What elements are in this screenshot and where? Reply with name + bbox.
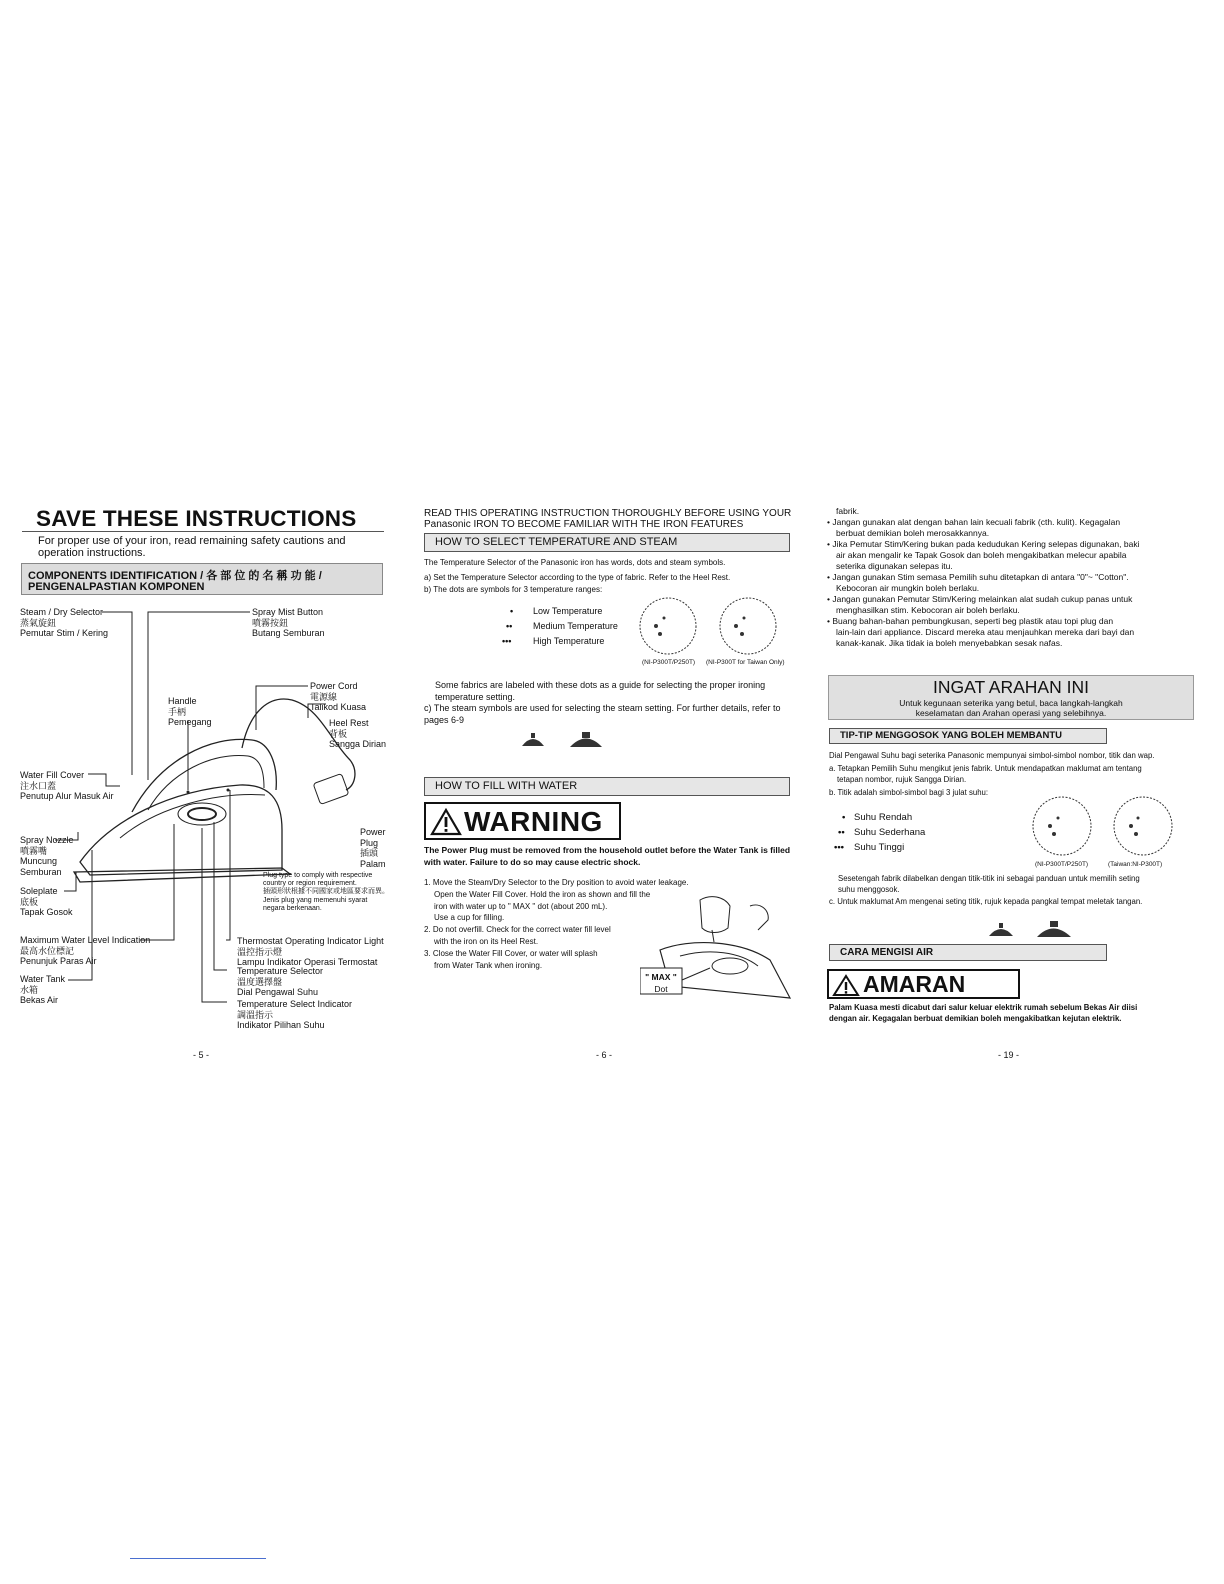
label-water-fill-cover: Water Fill Cover 注水口蓋 Penutup Alur Masuk Air <box>20 770 114 801</box>
fill-steps: 1. Move the Steam/Dry Selector to the Dry position to avoid water leakage. Open the Water Fill Cover. Hold the iron as shown and fill the iron with water up to " MAX " dot (about 200 mL). Use a cup for filling. 2. Do not overfill. Check for the correct water fill level with the iron on its Heel Rest. 3. Close the Water Fill Cover, or water will splash from Water Tank when ironing. <box>424 878 689 970</box>
label-temperature-selector: Temperature Selector 溫度選擇盤 Dial Pengawal Suhu <box>237 966 324 997</box>
label-handle: Handle 手柄 Pemegang <box>168 696 212 727</box>
temperature-dials <box>638 596 793 656</box>
label-max-water-level: Maximum Water Level Indication 最高水位標記 Penunjuk Paras Air <box>20 935 151 966</box>
label-heel-rest: Heel Rest 背板 Sangga Dirian <box>329 718 387 749</box>
temp-medium: •• Medium Temperature <box>506 621 618 631</box>
page-number-right: - 19 - <box>998 1050 1020 1060</box>
max-dot-label: Dot <box>654 984 668 994</box>
amaran-box <box>827 969 1020 999</box>
max-label: " MAX " <box>645 972 677 982</box>
tip-c: c. Untuk maklumat Am mengenai seting titik, rujuk kepada pangkal tempat meletak tangan. <box>829 897 1143 906</box>
subtitle: For proper use of your iron, read remaining safety cautions and operation instructions. <box>38 535 346 559</box>
tip-paragraphs: Dial Pengawal Suhu bagi seterika Panasonic mempunyai simbol-simbol nombor, titik dan wap. a. Tetapkan Pemilih Suhu mengikut jenis fabrik. Untuk mendapatkan maklumat am tentang tetapan nombor, rujuk Sangga Dirian. b. Titik adalah simbol-simbol bagi 3 julat suhu: <box>829 751 1155 797</box>
tip-heading: TIP-TIP MENGGOSOK YANG BOLEH MEMBANTU <box>829 728 1107 744</box>
temp-steam-heading: HOW TO SELECT TEMPERATURE AND STEAM <box>424 533 790 552</box>
label-spray-mist: Spray Mist Button 噴霧按鈕 Butang Semburan <box>252 607 325 638</box>
iron-diagram <box>20 600 390 1020</box>
dial-caption-1: (NI-P300T/P250T) <box>642 659 696 666</box>
ingat-arahan-box <box>828 675 1194 720</box>
components-heading-line1: COMPONENTS IDENTIFICATION / 各 部 位 的 名 稱 功 能 / <box>28 570 322 582</box>
page-number-middle: - 6 - <box>596 1050 613 1060</box>
label-power-plug: Power Plug 插頭 Palam <box>360 827 386 869</box>
suhu-fabric-note: Sesetengah fabrik dilabelkan dengan titik-titik ini sebagai panduan untuk memilih seting suhu menggosok. <box>838 874 1140 894</box>
steam-symbols <box>518 730 608 752</box>
page-number-left: - 5 - <box>193 1050 210 1060</box>
amaran-text: Palam Kuasa mesti dicabut dari salur keluar elektrik rumah sebelum Bekas Air diisi dengan air. Kegagalan berbuat demikian boleh mengakibatkan kejutan elektrik. <box>829 1003 1138 1023</box>
fill-water-heading: HOW TO FILL WITH WATER <box>424 777 790 796</box>
dial-caption-2: (NI-P300T for Taiwan Only) <box>706 659 785 666</box>
suhu-tinggi: ••• Suhu Tinggi <box>834 842 905 853</box>
title-divider <box>22 531 384 532</box>
label-water-tank: Water Tank 水箱 Bekas Air <box>20 974 66 1005</box>
temp-low: • Low Temperature <box>510 606 603 616</box>
label-plug-note: Plug type to comply with respective country or region requirement. 插頭形狀根據不同國家或地區要求而異。 Jenis plug yang memenuhi syarat negara berkenaan. <box>263 872 389 912</box>
fabric-note: Some fabrics are labeled with these dots as a guide for selecting the proper ironing temperature setting. <box>435 680 766 702</box>
right-steam-symbols <box>985 918 1080 942</box>
warning-box <box>424 802 621 840</box>
temp-high: ••• High Temperature <box>502 636 605 646</box>
label-power-cord: Power Cord 電源線 Talikod Kuasa <box>310 681 367 712</box>
steam-note: c) The steam symbols are used for selecting the steam setting. For further details, refer to pages 6-9 <box>424 703 781 725</box>
page-title: SAVE THESE INSTRUCTIONS <box>36 506 357 531</box>
components-heading-line2: PENGENALPASTIAN KOMPONEN <box>28 581 205 593</box>
label-steam-dry: Steam / Dry Selector 蒸氣旋鈕 Pemutar Stim / Kering <box>20 607 109 638</box>
suhu-rendah: • Suhu Rendah <box>842 812 913 823</box>
ingat-title: INGAT ARAHAN INI <box>933 677 1089 697</box>
right-top-notes: fabrik. • Jangan gunakan alat dengan bahan lain kecuali fabrik (cth. kulit). Kegagalan berbuat demikian boleh merosakkannya. • Jika Pemutar Stim/Kering bukan pada kedudukan Kering selepas digunakan, baki air akan mengalir ke Tapak Gosok dan boleh mengakibatkan melecur apabila seterika digunakan selepas itu. • Jangan gunakan Stim semasa Pemilih suhu ditetapkan di antara "0"~ "Cotton". Kebocoran air mungkin boleh berlaku. • Jangan gunakan Pemutar Stim/Kering melainkan alat sudah cukup panas untuk menghasilkan stim. Kebocoran air boleh berlaku. • Buang bahan-bahan pembungkusan, seperti beg plastik atau topi plug dan lain-lain dari appliance. Discard mereka atau menjauhkan mereka dari bayi dan kanak-kanak. Jika tidak ia boleh menyebabkan sesak nafas. <box>827 506 1140 648</box>
cara-mengisi-heading: CARA MENGISI AIR <box>829 944 1107 961</box>
components-heading <box>21 563 383 595</box>
temp-paragraphs: The Temperature Selector of the Panasonic iron has words, dots and steam symbols. a) Set the Temperature Selector according to the type of fabric. Refer to the Heel Rest. b) The dots are symbols for 3 temperature ranges: <box>424 558 731 594</box>
warning-triangle-icon <box>430 808 462 836</box>
label-soleplate: Soleplate 底板 Tapak Gosok <box>20 886 73 917</box>
suhu-dials <box>1028 794 1188 858</box>
warning-word: WARNING <box>464 806 603 837</box>
footer-link-line <box>130 1558 266 1559</box>
middle-intro: READ THIS OPERATING INSTRUCTION THOROUGHLY BEFORE USING YOUR Panasonic IRON TO BECOME FAMILIAR WITH THE IRON FEATURES <box>424 508 792 530</box>
label-spray-nozzle: Spray Nozzle 噴霧嘴 Muncung Semburan <box>20 835 74 877</box>
amaran-triangle-icon <box>832 974 860 997</box>
suhu-dial-caption-1: (NI-P300T/P250T) <box>1035 861 1089 868</box>
label-temperature-select-indicator: Temperature Select Indicator 調溫指示 Indikator Pilihan Suhu <box>237 999 353 1030</box>
ingat-subtitle: Untuk kegunaan seterika yang betul, baca langkah-langkah keselamatan dan Arahan operasi yang selebihnya. <box>899 698 1123 718</box>
suhu-sederhana: •• Suhu Sederhana <box>838 827 926 838</box>
warning-text: The Power Plug must be removed from the household outlet before the Water Tank is filled with water. Failure to do so may cause electric shock. <box>424 845 791 867</box>
label-thermostat-light: Thermostat Operating Indicator Light 溫控指示燈 Lampu Indikator Operasi Termostat <box>237 936 384 967</box>
amaran-word: AMARAN <box>863 971 966 997</box>
suhu-dial-caption-2: (Taiwan:NI-P300T) <box>1108 861 1163 868</box>
